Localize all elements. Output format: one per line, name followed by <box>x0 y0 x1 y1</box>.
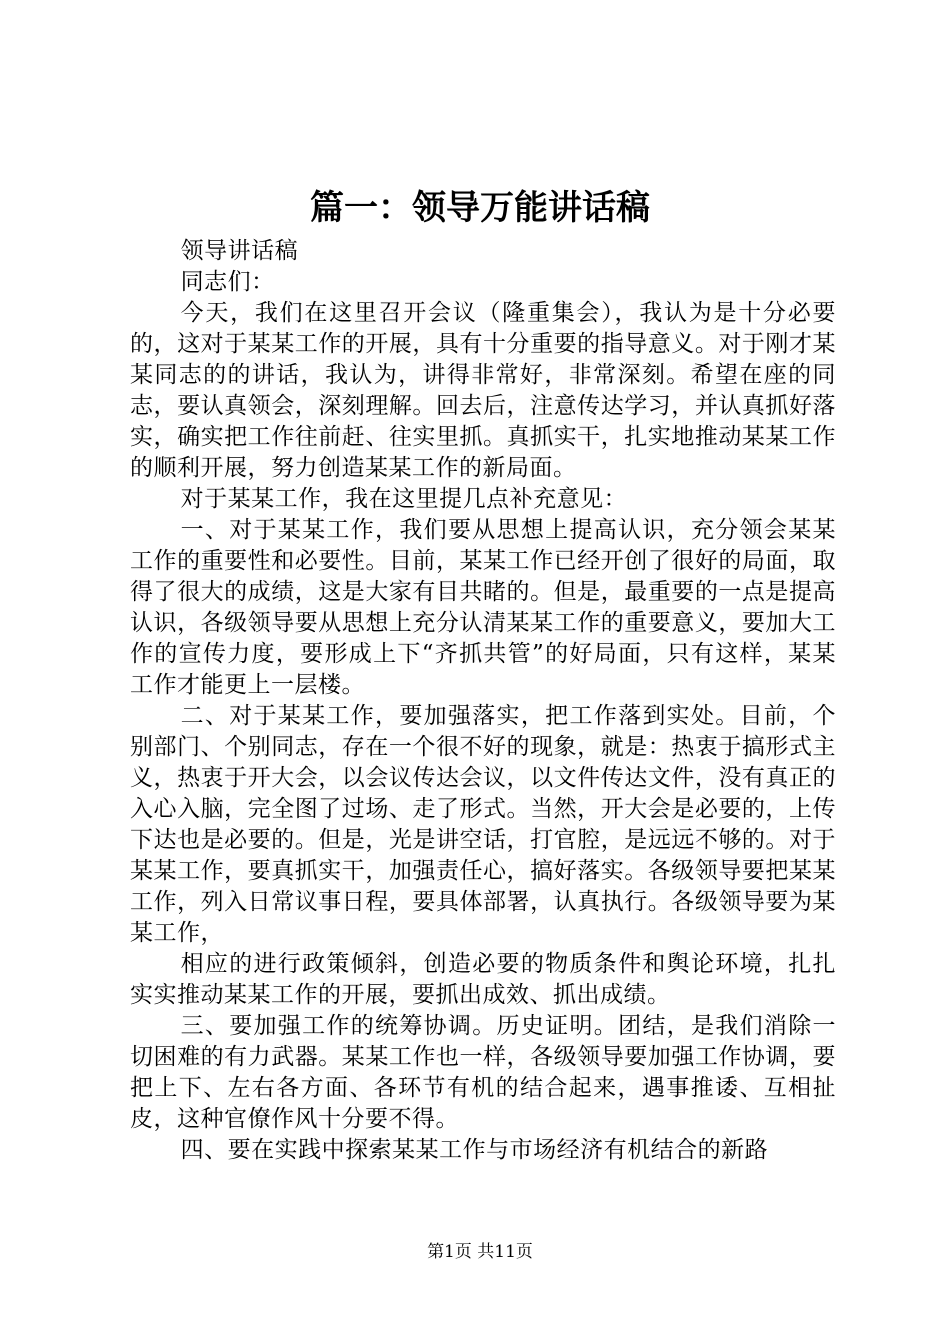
paragraph-point-2-cont: 相应的进行政策倾斜，创造必要的物质条件和舆论环境，扎扎实实推动某某工作的开展，要抓出成效、抓出成绩。 <box>130 951 836 1008</box>
paragraph-salutation: 同志们： <box>180 269 275 295</box>
paragraph-point-2: 二、对于某某工作，要加强落实，把工作落到实处。目前，个别部门、个别同志，存在一个很不好的现象，就是：热衷于搞形式主义，热衷于开大会，以会议传达会议，以文件传达文件，没有真正的入心入脑，完全图了过场、走了形式。当然，开大会是必要的，上传下达也是必要的。但是，光是讲空话，打官腔，是远远不够的。对于某某工作，要真抓实干，加强责任心，搞好落实。各级领导要把某某工作，列入日常议事日程，要具体部署，认真执行。各级领导要为某某工作， <box>130 703 836 946</box>
paragraph-point-3: 三、要加强工作的统筹协调。历史证明。团结，是我们消除一切困难的有力武器。某某工作也一样，各级领导要加强工作协调，要把上下、左右各方面、各环节有机的结合起来，遇事推诿、互相扯皮，这种官僚作风十分要不得。 <box>130 1013 836 1132</box>
document-body <box>130 236 836 1166</box>
document-title: 篇一：领导万能讲话稿 <box>310 188 650 228</box>
paragraph-point-4: 四、要在实践中探索某某工作与市场经济有机结合的新路 <box>180 1137 769 1163</box>
paragraph-point-1: 一、对于某某工作，我们要从思想上提高认识，充分领会某某工作的重要性和必要性。目前，某某工作已经开创了很好的局面，取得了很大的成绩，这是大家有目共睹的。但是，最重要的一点是提高认识，各级领导要从思想上充分认清某某工作的重要意义，要加大工作的宣传力度，要形成上下“齐抓共管”的好局面，只有这样，某某工作才能更上一层楼。 <box>130 517 836 698</box>
paragraph-heading: 领导讲话稿 <box>180 238 299 264</box>
paragraph-intro: 对于某某工作，我在这里提几点补充意见： <box>180 486 628 512</box>
paragraph-opening: 今天，我们在这里召开会议（隆重集会），我认为是十分必要的，这对于某某工作的开展，具有十分重要的指导意义。对于刚才某某同志的的讲话，我认为，讲得非常好，非常深刻。希望在座的同志，要认真领会，深刻理解。回去后，注意传达学习，并认真抓好落实，确实把工作往前赶、往实里抓。真抓实干，扎实地推动某某工作的顺利开展，努力创造某某工作的新局面。 <box>130 300 836 481</box>
page-number: 第1页 共11页 <box>427 1242 533 1262</box>
